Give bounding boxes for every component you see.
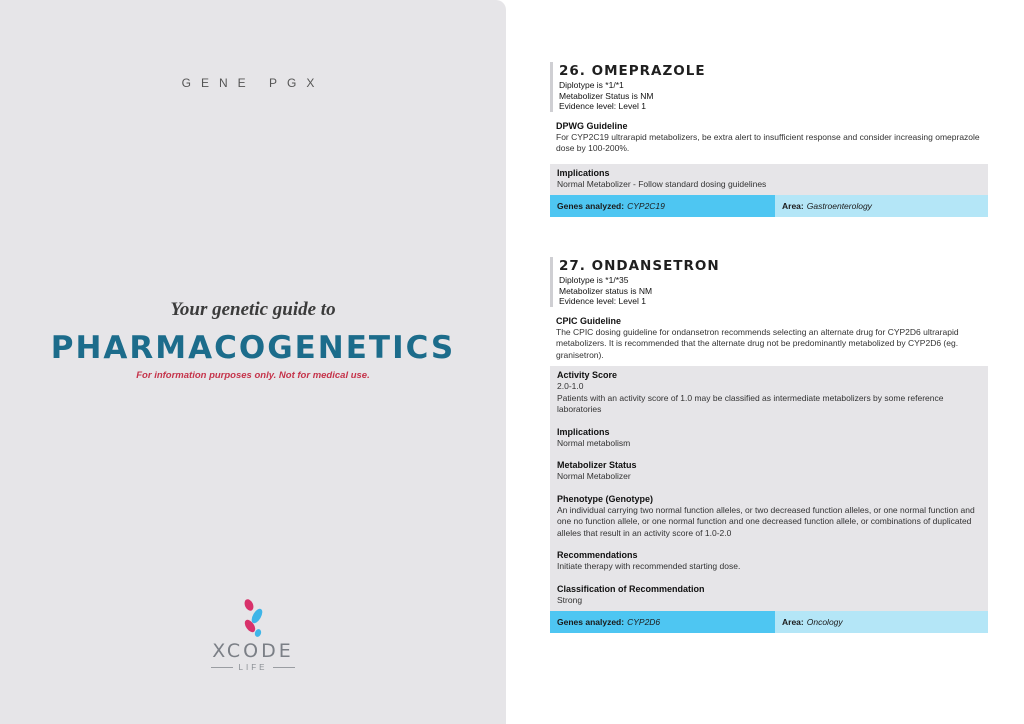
guideline-text: For CYP2C19 ultrarapid metabolizers, be extra alert to insufficient response and consider increasing omeprazole dose by 100-200%. xyxy=(556,131,980,153)
metabolizer-status-text: Metabolizer Status is NM xyxy=(559,90,654,101)
drug-footer-bar xyxy=(550,195,988,217)
cover-headline: PHARMACOGENETICS xyxy=(50,330,456,366)
section-body-note: Patients with an activity score of 1.0 may be classified as intermediate metabolizers by some reference laboratories xyxy=(557,392,944,414)
cover-disclaimer: For information purposes only. Not for medical use. xyxy=(136,370,370,381)
area-label: Area: xyxy=(782,617,804,627)
logo-sub-text: LIFE xyxy=(238,663,268,672)
section-title: Implications xyxy=(557,167,610,178)
genes-label: Genes analyzed: xyxy=(557,617,625,627)
diplotype-text: Diplotype is *1/*1 xyxy=(559,80,624,90)
section-body: Normal metabolism xyxy=(557,437,631,448)
brand-line: GENE PGX xyxy=(181,76,325,90)
area-value: Gastroenterology xyxy=(806,201,872,211)
section-title: Metabolizer Status xyxy=(557,460,637,470)
drug-card-ondansetron xyxy=(550,257,988,633)
activity-score-section xyxy=(557,370,981,416)
guideline-title: CPIC Guideline xyxy=(556,315,622,326)
guideline-text: The CPIC dosing guideline for ondansetron recommends selecting an alternate drug for CYP2D6 ultrarapid metabolizers. It is recommended that the alternate drug not be predominantly metabolized by CYP2D6 (eg. granisetron). xyxy=(556,326,959,360)
guideline-section xyxy=(550,316,988,362)
evidence-level-text: Evidence level: Level 1 xyxy=(559,296,646,306)
evidence-level-text: Evidence level: Level 1 xyxy=(559,101,646,111)
logo-rule-left xyxy=(211,667,233,668)
area xyxy=(775,611,988,633)
drug-title: 27. ONDANSETRON xyxy=(559,258,720,274)
genes-label: Genes analyzed: xyxy=(557,201,625,211)
section-body: Normal Metabolizer xyxy=(557,471,631,481)
xcode-logo-mark-icon xyxy=(238,598,268,638)
section-title: Implications xyxy=(557,426,610,437)
logo-rule-right xyxy=(273,667,295,668)
section-body: 2.0-1.0 xyxy=(557,381,584,391)
area xyxy=(775,195,988,217)
section-body: An individual carrying two normal function alleles, or two decreased function alleles, or one normal function and one no function allele, or one normal function and one decreased function allele, or combinations of duplicated alleles that result in an activity score of 1.0-2.0 xyxy=(557,504,975,538)
phenotype-section xyxy=(557,494,981,540)
implications-section xyxy=(557,427,981,450)
metabolizer-status-text: Metabolizer status is NM xyxy=(559,285,653,296)
logo-sub xyxy=(0,663,506,672)
diplotype-text: Diplotype is *1/*35 xyxy=(559,275,629,285)
logo-name: XCODE xyxy=(212,640,294,662)
section-body: Initiate therapy with recommended starting dose. xyxy=(557,561,741,571)
guideline-section xyxy=(550,121,988,155)
details-block xyxy=(550,366,988,611)
section-body: Normal Metabolizer - Follow standard dosing guidelines xyxy=(557,178,767,189)
drug-card-omeprazole xyxy=(550,62,988,217)
genes-value: CYP2D6 xyxy=(627,617,661,627)
genes-analyzed xyxy=(550,611,775,633)
section-body: Strong xyxy=(557,594,583,605)
genes-analyzed xyxy=(550,195,775,217)
drug-footer-bar xyxy=(550,611,988,633)
recommendations-section xyxy=(557,550,981,573)
drug-title: 26. OMEPRAZOLE xyxy=(559,63,706,79)
cover-panel xyxy=(0,0,506,724)
metabolizer-status-section xyxy=(557,460,981,483)
section-title: Activity Score xyxy=(557,370,618,380)
xcode-life-logo xyxy=(0,598,506,672)
drug-header xyxy=(550,62,988,112)
implications-section xyxy=(557,168,981,191)
section-title: Classification of Recommendation xyxy=(557,583,705,594)
guideline-title: DPWG Guideline xyxy=(556,120,628,131)
area-value: Oncology xyxy=(806,617,843,627)
cover-tagline: Your genetic guide to xyxy=(170,299,336,320)
classification-section xyxy=(557,584,981,607)
genes-value: CYP2C19 xyxy=(627,201,665,211)
section-title: Recommendations xyxy=(557,550,638,560)
details-block xyxy=(550,164,988,196)
area-label: Area: xyxy=(782,201,804,211)
drug-header xyxy=(550,257,988,307)
section-title: Phenotype (Genotype) xyxy=(557,493,654,504)
